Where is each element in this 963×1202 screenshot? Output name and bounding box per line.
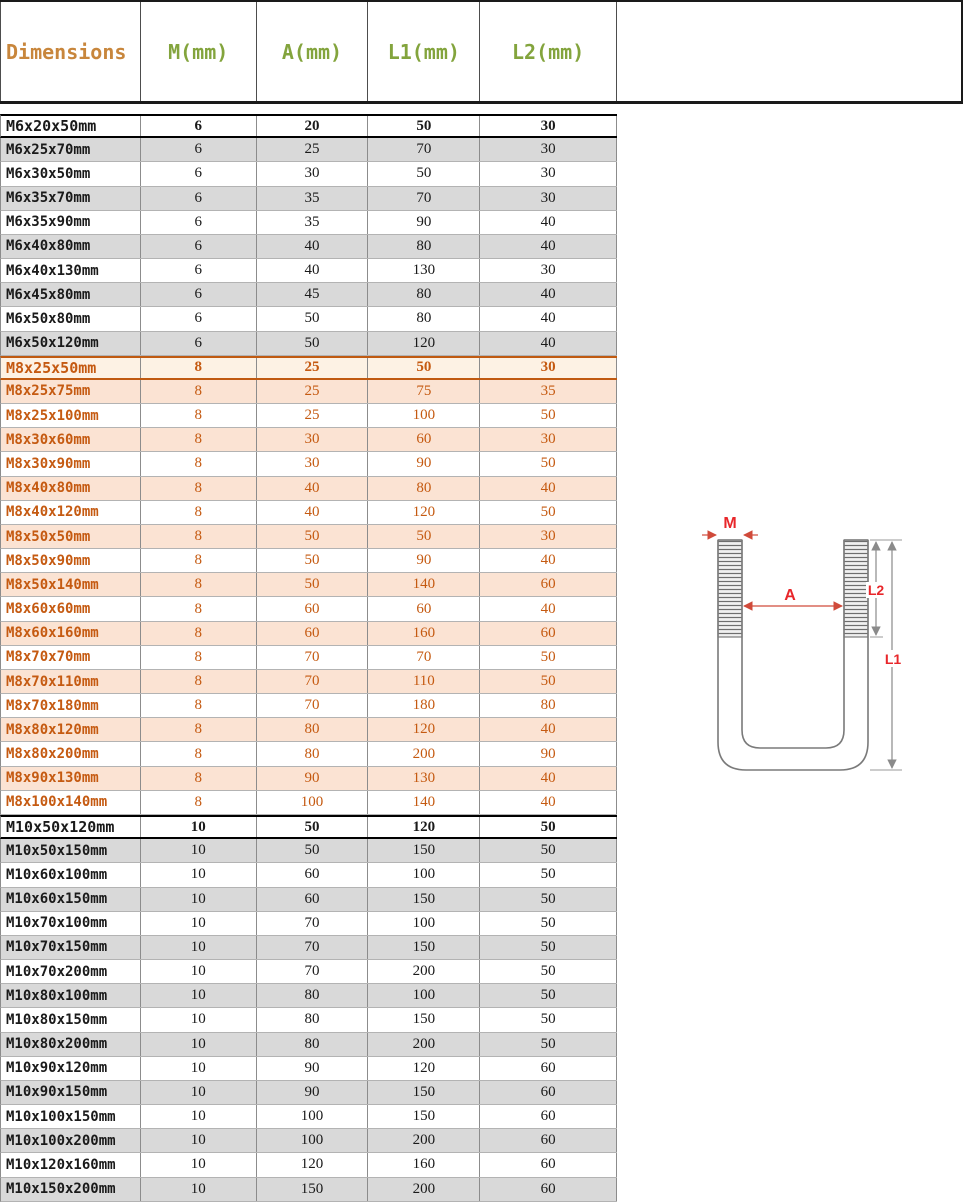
dimension-cell: M10x70x200mm [1, 960, 141, 983]
value-cell: 8 [141, 767, 257, 790]
value-cell: 35 [480, 380, 617, 403]
spec-row-M6x50x120mm [0, 332, 617, 356]
value-cell: 80 [480, 694, 617, 717]
value-cell: 50 [480, 404, 617, 427]
value-cell: 50 [257, 817, 369, 837]
value-cell: 6 [141, 332, 257, 355]
value-cell: 90 [480, 742, 617, 765]
dimension-cell: M6x35x70mm [1, 187, 141, 210]
value-cell: 140 [368, 573, 480, 596]
column-header-l2: L2(mm) [480, 2, 617, 101]
column-header-l1: L1(mm) [368, 2, 480, 101]
value-cell: 25 [257, 404, 369, 427]
value-cell: 40 [480, 283, 617, 306]
spec-row-M8x25x50mm [0, 356, 617, 380]
value-cell: 50 [480, 960, 617, 983]
dimension-cell: M6x30x50mm [1, 162, 141, 185]
value-cell: 50 [257, 307, 369, 330]
dimension-cell: M8x70x70mm [1, 646, 141, 669]
u-bolt-diagram [680, 492, 930, 812]
value-cell: 70 [368, 646, 480, 669]
value-cell: 80 [368, 283, 480, 306]
value-cell: 80 [368, 477, 480, 500]
spec-row-M10x60x100mm [0, 863, 617, 887]
value-cell: 200 [368, 1178, 480, 1201]
dimension-cell: M8x60x60mm [1, 597, 141, 620]
diagram-label-m: M [723, 515, 737, 532]
dimension-cell: M8x25x50mm [1, 358, 141, 378]
value-cell: 6 [141, 138, 257, 161]
dimension-cell: M10x80x200mm [1, 1033, 141, 1056]
value-cell: 30 [257, 452, 369, 475]
spec-row-M8x50x50mm [0, 525, 617, 549]
value-cell: 100 [368, 404, 480, 427]
value-cell: 150 [368, 1105, 480, 1128]
value-cell: 10 [141, 936, 257, 959]
value-cell: 80 [368, 235, 480, 258]
dimension-cell: M6x35x90mm [1, 211, 141, 234]
value-cell: 40 [480, 791, 617, 814]
thread-left-leg [718, 540, 742, 637]
value-cell: 40 [480, 718, 617, 741]
value-cell: 120 [368, 501, 480, 524]
dimension-cell: M10x90x120mm [1, 1057, 141, 1080]
value-cell: 8 [141, 694, 257, 717]
value-cell: 8 [141, 597, 257, 620]
diagram-label-l2: L2 [867, 582, 885, 598]
value-cell: 25 [257, 380, 369, 403]
value-cell: 100 [368, 863, 480, 886]
value-cell: 90 [368, 549, 480, 572]
dimension-cell: M8x50x140mm [1, 573, 141, 596]
value-cell: 8 [141, 525, 257, 548]
value-cell: 120 [368, 718, 480, 741]
value-cell: 10 [141, 1057, 257, 1080]
value-cell: 10 [141, 888, 257, 911]
column-header-a: A(mm) [257, 2, 369, 101]
value-cell: 100 [368, 912, 480, 935]
spec-row-M8x30x90mm [0, 452, 617, 476]
value-cell: 10 [141, 863, 257, 886]
value-cell: 50 [480, 817, 617, 837]
value-cell: 60 [480, 1081, 617, 1104]
dimension-cell: M10x70x150mm [1, 936, 141, 959]
spec-row-M10x80x200mm [0, 1033, 617, 1057]
value-cell: 30 [480, 162, 617, 185]
value-cell: 70 [257, 670, 369, 693]
value-cell: 25 [257, 138, 369, 161]
value-cell: 30 [480, 358, 617, 378]
dimension-cell: M10x90x150mm [1, 1081, 141, 1104]
dimension-cell: M8x30x90mm [1, 452, 141, 475]
value-cell: 30 [480, 116, 617, 136]
value-cell: 8 [141, 501, 257, 524]
value-cell: 70 [257, 646, 369, 669]
spec-row-M8x90x130mm [0, 767, 617, 791]
table-header-row [0, 2, 617, 101]
value-cell: 80 [257, 718, 369, 741]
spec-row-M8x50x90mm [0, 549, 617, 573]
value-cell: 35 [257, 187, 369, 210]
value-cell: 50 [480, 501, 617, 524]
dimension-cell: M6x40x80mm [1, 235, 141, 258]
dimension-cell: M8x80x120mm [1, 718, 141, 741]
spec-row-M10x80x100mm [0, 984, 617, 1008]
spec-row-M10x50x120mm [0, 815, 617, 839]
value-cell: 40 [480, 332, 617, 355]
spec-row-M10x50x150mm [0, 839, 617, 863]
value-cell: 50 [257, 573, 369, 596]
dimension-cell: M8x100x140mm [1, 791, 141, 814]
value-cell: 70 [368, 187, 480, 210]
spec-row-M10x90x150mm [0, 1081, 617, 1105]
value-cell: 60 [480, 622, 617, 645]
value-cell: 8 [141, 791, 257, 814]
value-cell: 8 [141, 380, 257, 403]
value-cell: 35 [257, 211, 369, 234]
dimension-cell: M8x50x50mm [1, 525, 141, 548]
spec-row-M10x150x200mm [0, 1178, 617, 1202]
value-cell: 90 [257, 1081, 369, 1104]
spec-row-M6x25x70mm [0, 138, 617, 162]
value-cell: 40 [480, 211, 617, 234]
diagram-label-a: A [784, 587, 796, 604]
spec-row-M6x50x80mm [0, 307, 617, 331]
value-cell: 60 [480, 1105, 617, 1128]
dimension-cell: M10x60x100mm [1, 863, 141, 886]
value-cell: 160 [368, 622, 480, 645]
value-cell: 150 [368, 839, 480, 862]
value-cell: 80 [257, 984, 369, 1007]
spec-row-M10x90x120mm [0, 1057, 617, 1081]
value-cell: 100 [257, 791, 369, 814]
value-cell: 80 [257, 742, 369, 765]
value-cell: 50 [480, 863, 617, 886]
value-cell: 10 [141, 1153, 257, 1176]
value-cell: 100 [257, 1105, 369, 1128]
spec-row-M10x80x150mm [0, 1008, 617, 1032]
value-cell: 80 [368, 307, 480, 330]
value-cell: 8 [141, 718, 257, 741]
value-cell: 10 [141, 1081, 257, 1104]
spec-row-M10x60x150mm [0, 888, 617, 912]
value-cell: 150 [257, 1178, 369, 1201]
spec-row-M8x40x120mm [0, 501, 617, 525]
value-cell: 50 [368, 116, 480, 136]
value-cell: 30 [480, 259, 617, 282]
spec-row-M8x60x160mm [0, 622, 617, 646]
value-cell: 150 [368, 888, 480, 911]
dimension-cell: M8x25x75mm [1, 380, 141, 403]
value-cell: 60 [257, 863, 369, 886]
value-cell: 10 [141, 1008, 257, 1031]
value-cell: 50 [257, 525, 369, 548]
dimension-cell: M8x60x160mm [1, 622, 141, 645]
value-cell: 8 [141, 452, 257, 475]
value-cell: 100 [368, 984, 480, 1007]
value-cell: 60 [257, 622, 369, 645]
value-cell: 30 [480, 428, 617, 451]
value-cell: 50 [368, 162, 480, 185]
value-cell: 8 [141, 358, 257, 378]
value-cell: 45 [257, 283, 369, 306]
value-cell: 50 [480, 888, 617, 911]
dimension-cell: M8x30x60mm [1, 428, 141, 451]
column-header-m: M(mm) [141, 2, 257, 101]
dimension-cell: M10x100x150mm [1, 1105, 141, 1128]
value-cell: 6 [141, 259, 257, 282]
spec-row-M6x45x80mm [0, 283, 617, 307]
value-cell: 8 [141, 573, 257, 596]
dimension-cell: M6x45x80mm [1, 283, 141, 306]
value-cell: 130 [368, 767, 480, 790]
dimension-cell: M10x50x120mm [1, 817, 141, 837]
value-cell: 60 [257, 888, 369, 911]
dimension-cell: M10x120x160mm [1, 1153, 141, 1176]
dimension-cell: M6x25x70mm [1, 138, 141, 161]
value-cell: 6 [141, 283, 257, 306]
value-cell: 25 [257, 358, 369, 378]
value-cell: 80 [257, 1033, 369, 1056]
value-cell: 140 [368, 791, 480, 814]
value-cell: 120 [257, 1153, 369, 1176]
value-cell: 70 [257, 936, 369, 959]
dimension-cell: M10x100x200mm [1, 1129, 141, 1152]
value-cell: 70 [257, 960, 369, 983]
dimension-cell: M10x150x200mm [1, 1178, 141, 1201]
value-cell: 40 [257, 259, 369, 282]
spec-row-M10x70x150mm [0, 936, 617, 960]
dimension-cell: M8x70x180mm [1, 694, 141, 717]
value-cell: 50 [480, 936, 617, 959]
value-cell: 200 [368, 960, 480, 983]
value-cell: 150 [368, 1081, 480, 1104]
spec-row-M6x35x70mm [0, 187, 617, 211]
value-cell: 10 [141, 1129, 257, 1152]
value-cell: 6 [141, 307, 257, 330]
value-cell: 8 [141, 549, 257, 572]
value-cell: 60 [480, 573, 617, 596]
value-cell: 8 [141, 428, 257, 451]
value-cell: 40 [257, 235, 369, 258]
value-cell: 40 [480, 477, 617, 500]
value-cell: 50 [480, 984, 617, 1007]
value-cell: 130 [368, 259, 480, 282]
value-cell: 50 [480, 452, 617, 475]
thread-right-leg [844, 540, 868, 637]
value-cell: 8 [141, 646, 257, 669]
spec-row-M8x70x180mm [0, 694, 617, 718]
spec-row-M6x30x50mm [0, 162, 617, 186]
value-cell: 6 [141, 235, 257, 258]
spec-row-M8x60x60mm [0, 597, 617, 621]
value-cell: 6 [141, 162, 257, 185]
value-cell: 40 [257, 477, 369, 500]
value-cell: 50 [480, 912, 617, 935]
table-header-band [0, 0, 963, 104]
value-cell: 90 [368, 452, 480, 475]
value-cell: 90 [257, 1057, 369, 1080]
value-cell: 110 [368, 670, 480, 693]
value-cell: 20 [257, 116, 369, 136]
dimension-cell: M8x90x130mm [1, 767, 141, 790]
diagram-label-l1: L1 [884, 651, 902, 667]
value-cell: 10 [141, 1178, 257, 1201]
value-cell: 120 [368, 332, 480, 355]
dimension-cell: M10x70x100mm [1, 912, 141, 935]
value-cell: 60 [368, 597, 480, 620]
value-cell: 50 [480, 1008, 617, 1031]
spec-row-M10x100x200mm [0, 1129, 617, 1153]
dimension-cell: M8x40x80mm [1, 477, 141, 500]
spec-row-M6x40x130mm [0, 259, 617, 283]
dimension-cell: M8x25x100mm [1, 404, 141, 427]
value-cell: 50 [257, 332, 369, 355]
spec-row-M8x25x75mm [0, 380, 617, 404]
value-cell: 50 [257, 549, 369, 572]
dimension-cell: M10x60x150mm [1, 888, 141, 911]
column-header-dimensions: Dimensions [1, 2, 141, 101]
value-cell: 30 [480, 525, 617, 548]
value-cell: 50 [480, 839, 617, 862]
spec-row-M10x120x160mm [0, 1153, 617, 1177]
value-cell: 10 [141, 839, 257, 862]
spec-row-M6x40x80mm [0, 235, 617, 259]
value-cell: 30 [480, 187, 617, 210]
dimension-cell: M10x50x150mm [1, 839, 141, 862]
spec-row-M8x80x200mm [0, 742, 617, 766]
spec-row-M8x100x140mm [0, 791, 617, 815]
value-cell: 10 [141, 984, 257, 1007]
value-cell: 6 [141, 211, 257, 234]
dimension-cell: M10x80x150mm [1, 1008, 141, 1031]
value-cell: 90 [257, 767, 369, 790]
dimension-cell: M6x50x80mm [1, 307, 141, 330]
spec-row-M8x25x100mm [0, 404, 617, 428]
spec-row-M8x80x120mm [0, 718, 617, 742]
value-cell: 80 [257, 1008, 369, 1031]
value-cell: 150 [368, 1008, 480, 1031]
value-cell: 40 [480, 767, 617, 790]
value-cell: 50 [480, 670, 617, 693]
value-cell: 6 [141, 187, 257, 210]
value-cell: 8 [141, 404, 257, 427]
dimension-cell: M10x80x100mm [1, 984, 141, 1007]
spec-row-M6x20x50mm [0, 114, 617, 138]
spec-row-M10x70x200mm [0, 960, 617, 984]
value-cell: 50 [368, 525, 480, 548]
spec-row-M10x100x150mm [0, 1105, 617, 1129]
dimension-cell: M8x70x110mm [1, 670, 141, 693]
spec-row-M8x50x140mm [0, 573, 617, 597]
value-cell: 8 [141, 670, 257, 693]
dimension-cell: M8x40x120mm [1, 501, 141, 524]
value-cell: 50 [480, 1033, 617, 1056]
value-cell: 8 [141, 477, 257, 500]
value-cell: 40 [480, 597, 617, 620]
value-cell: 150 [368, 936, 480, 959]
value-cell: 40 [480, 235, 617, 258]
value-cell: 60 [368, 428, 480, 451]
value-cell: 200 [368, 742, 480, 765]
value-cell: 120 [368, 817, 480, 837]
dimension-cell: M8x50x90mm [1, 549, 141, 572]
value-cell: 90 [368, 211, 480, 234]
value-cell: 60 [480, 1129, 617, 1152]
spec-table [0, 114, 617, 1202]
value-cell: 30 [480, 138, 617, 161]
value-cell: 10 [141, 1033, 257, 1056]
value-cell: 70 [257, 694, 369, 717]
value-cell: 10 [141, 912, 257, 935]
value-cell: 50 [480, 646, 617, 669]
value-cell: 200 [368, 1033, 480, 1056]
spec-row-M8x70x70mm [0, 646, 617, 670]
value-cell: 30 [257, 428, 369, 451]
dimension-cell: M6x50x120mm [1, 332, 141, 355]
spec-row-M8x40x80mm [0, 477, 617, 501]
value-cell: 75 [368, 380, 480, 403]
value-cell: 70 [368, 138, 480, 161]
value-cell: 40 [257, 501, 369, 524]
dimension-cell: M8x80x200mm [1, 742, 141, 765]
value-cell: 50 [368, 358, 480, 378]
value-cell: 30 [257, 162, 369, 185]
value-cell: 200 [368, 1129, 480, 1152]
value-cell: 60 [257, 597, 369, 620]
value-cell: 10 [141, 817, 257, 837]
dimension-cell: M6x40x130mm [1, 259, 141, 282]
value-cell: 40 [480, 549, 617, 572]
spec-row-M6x35x90mm [0, 211, 617, 235]
spec-row-M8x70x110mm [0, 670, 617, 694]
value-cell: 60 [480, 1153, 617, 1176]
value-cell: 60 [480, 1057, 617, 1080]
value-cell: 60 [480, 1178, 617, 1201]
value-cell: 160 [368, 1153, 480, 1176]
value-cell: 8 [141, 742, 257, 765]
value-cell: 100 [257, 1129, 369, 1152]
value-cell: 120 [368, 1057, 480, 1080]
value-cell: 10 [141, 960, 257, 983]
spec-row-M8x30x60mm [0, 428, 617, 452]
value-cell: 8 [141, 622, 257, 645]
value-cell: 70 [257, 912, 369, 935]
dimension-cell: M6x20x50mm [1, 116, 141, 136]
spec-row-M10x70x100mm [0, 912, 617, 936]
value-cell: 40 [480, 307, 617, 330]
value-cell: 6 [141, 116, 257, 136]
value-cell: 10 [141, 1105, 257, 1128]
value-cell: 50 [257, 839, 369, 862]
value-cell: 180 [368, 694, 480, 717]
